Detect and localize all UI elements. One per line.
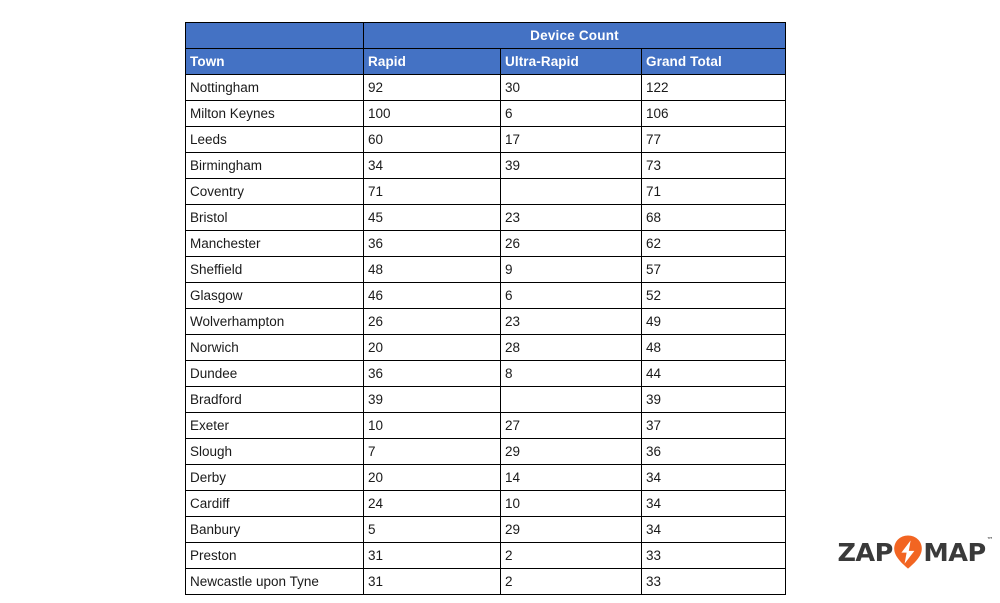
cell-rapid: 24	[364, 491, 501, 517]
group-header-blank-cell	[186, 23, 364, 49]
device-count-table	[185, 22, 786, 595]
cell-rapid: 39	[364, 387, 501, 413]
cell-grand-total: 57	[642, 257, 786, 283]
cell-grand-total: 39	[642, 387, 786, 413]
table-row	[186, 127, 786, 153]
table-row	[186, 465, 786, 491]
cell-rapid: 5	[364, 517, 501, 543]
cell-ultra-rapid: 23	[501, 205, 642, 231]
cell-ultra-rapid	[501, 179, 642, 205]
cell-town: Manchester	[186, 231, 364, 257]
table-row	[186, 179, 786, 205]
cell-town: Norwich	[186, 335, 364, 361]
cell-grand-total: 106	[642, 101, 786, 127]
cell-town: Bristol	[186, 205, 364, 231]
table-row	[186, 335, 786, 361]
cell-ultra-rapid: 29	[501, 439, 642, 465]
cell-ultra-rapid: 6	[501, 283, 642, 309]
cell-ultra-rapid: 27	[501, 413, 642, 439]
logo-word-zap: ZAP	[837, 537, 893, 567]
cell-ultra-rapid: 39	[501, 153, 642, 179]
cell-town: Bradford	[186, 387, 364, 413]
cell-ultra-rapid	[501, 387, 642, 413]
table-row	[186, 231, 786, 257]
cell-grand-total: 48	[642, 335, 786, 361]
zapmap-logo	[837, 533, 994, 571]
cell-town: Sheffield	[186, 257, 364, 283]
cell-rapid: 20	[364, 465, 501, 491]
cell-grand-total: 71	[642, 179, 786, 205]
cell-rapid: 36	[364, 231, 501, 257]
cell-grand-total: 34	[642, 491, 786, 517]
cell-grand-total: 52	[642, 283, 786, 309]
cell-town: Wolverhampton	[186, 309, 364, 335]
cell-grand-total: 68	[642, 205, 786, 231]
cell-town: Exeter	[186, 413, 364, 439]
cell-town: Glasgow	[186, 283, 364, 309]
cell-town: Nottingham	[186, 75, 364, 101]
cell-rapid: 100	[364, 101, 501, 127]
cell-ultra-rapid: 14	[501, 465, 642, 491]
table-row	[186, 387, 786, 413]
table-body	[186, 75, 786, 595]
cell-rapid: 92	[364, 75, 501, 101]
cell-rapid: 26	[364, 309, 501, 335]
cell-ultra-rapid: 28	[501, 335, 642, 361]
group-header-row	[186, 23, 786, 49]
cell-rapid: 45	[364, 205, 501, 231]
cell-town: Derby	[186, 465, 364, 491]
cell-grand-total: 77	[642, 127, 786, 153]
column-header-grand-total[interactable]: Grand Total	[642, 49, 786, 75]
cell-ultra-rapid: 2	[501, 569, 642, 595]
table-row	[186, 361, 786, 387]
cell-rapid: 36	[364, 361, 501, 387]
column-header-ultra-rapid[interactable]: Ultra-Rapid	[501, 49, 642, 75]
cell-rapid: 31	[364, 569, 501, 595]
trademark-symbol: ™	[986, 536, 994, 544]
cell-rapid: 48	[364, 257, 501, 283]
cell-grand-total: 36	[642, 439, 786, 465]
cell-grand-total: 34	[642, 465, 786, 491]
map-pin-lightning-bolt-icon	[893, 535, 923, 569]
table-row	[186, 517, 786, 543]
table-row	[186, 101, 786, 127]
cell-grand-total: 37	[642, 413, 786, 439]
cell-rapid: 31	[364, 543, 501, 569]
logo-word-map: MAP	[923, 537, 986, 567]
cell-town: Leeds	[186, 127, 364, 153]
column-header-row	[186, 49, 786, 75]
cell-grand-total: 34	[642, 517, 786, 543]
cell-ultra-rapid: 26	[501, 231, 642, 257]
table-row	[186, 491, 786, 517]
cell-grand-total: 122	[642, 75, 786, 101]
cell-town: Coventry	[186, 179, 364, 205]
cell-grand-total: 33	[642, 543, 786, 569]
cell-town: Dundee	[186, 361, 364, 387]
table-row	[186, 283, 786, 309]
cell-ultra-rapid: 2	[501, 543, 642, 569]
cell-grand-total: 49	[642, 309, 786, 335]
cell-ultra-rapid: 23	[501, 309, 642, 335]
table-row	[186, 75, 786, 101]
cell-town: Slough	[186, 439, 364, 465]
cell-rapid: 46	[364, 283, 501, 309]
cell-town: Preston	[186, 543, 364, 569]
table-row	[186, 543, 786, 569]
table-row	[186, 257, 786, 283]
cell-ultra-rapid: 8	[501, 361, 642, 387]
table-row	[186, 439, 786, 465]
table-header	[186, 23, 786, 75]
cell-town: Banbury	[186, 517, 364, 543]
column-header-rapid[interactable]: Rapid	[364, 49, 501, 75]
cell-ultra-rapid: 9	[501, 257, 642, 283]
cell-rapid: 10	[364, 413, 501, 439]
cell-rapid: 71	[364, 179, 501, 205]
cell-rapid: 60	[364, 127, 501, 153]
cell-grand-total: 62	[642, 231, 786, 257]
table-row	[186, 413, 786, 439]
cell-rapid: 34	[364, 153, 501, 179]
cell-town: Newcastle upon Tyne	[186, 569, 364, 595]
cell-ultra-rapid: 30	[501, 75, 642, 101]
cell-town: Birmingham	[186, 153, 364, 179]
table-row	[186, 205, 786, 231]
cell-ultra-rapid: 29	[501, 517, 642, 543]
table-row	[186, 569, 786, 595]
table-row	[186, 309, 786, 335]
cell-town: Cardiff	[186, 491, 364, 517]
cell-grand-total: 44	[642, 361, 786, 387]
cell-grand-total: 73	[642, 153, 786, 179]
column-header-town[interactable]: Town	[186, 49, 364, 75]
cell-ultra-rapid: 6	[501, 101, 642, 127]
cell-town: Milton Keynes	[186, 101, 364, 127]
cell-ultra-rapid: 10	[501, 491, 642, 517]
cell-rapid: 7	[364, 439, 501, 465]
cell-rapid: 20	[364, 335, 501, 361]
cell-grand-total: 33	[642, 569, 786, 595]
group-header-device-count: Device Count	[364, 23, 786, 49]
table-row	[186, 153, 786, 179]
cell-ultra-rapid: 17	[501, 127, 642, 153]
